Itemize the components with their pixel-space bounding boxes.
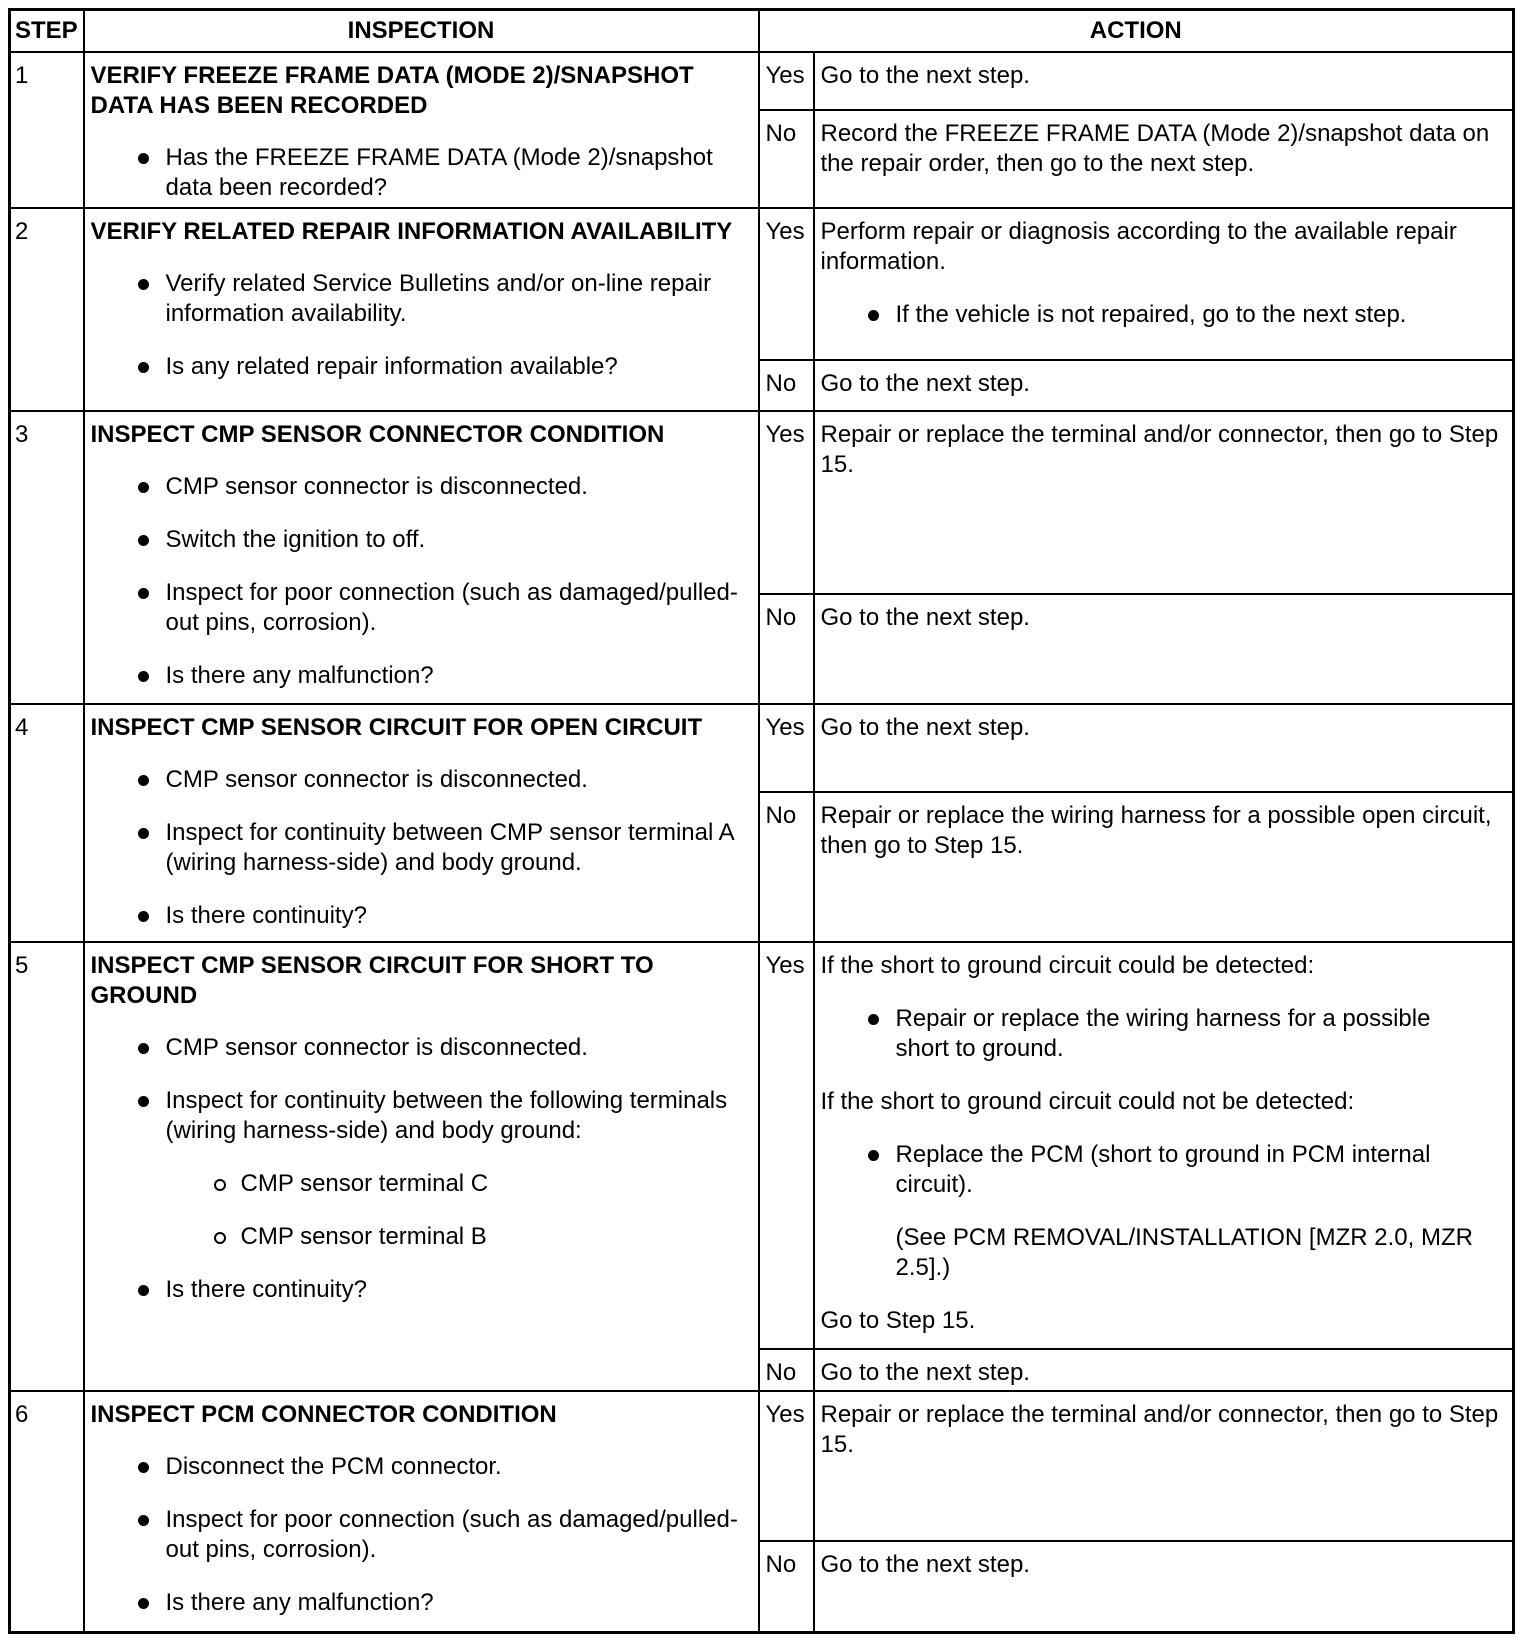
inspection-bullet: Is there any malfunction?	[91, 1588, 752, 1618]
action-text: Go to the next step.	[820, 1551, 1030, 1578]
step-number: 3	[10, 411, 84, 704]
no-label: No	[759, 1349, 814, 1391]
action-header: ACTION	[759, 10, 1514, 53]
yes-label: Yes	[759, 704, 814, 792]
inspection-bullet: Is there continuity?	[91, 1275, 752, 1305]
yes-label: Yes	[759, 208, 814, 360]
step-6-yes-row	[10, 1391, 1514, 1541]
yes-action	[814, 411, 1514, 594]
step-number: 6	[10, 1391, 84, 1633]
no-label: No	[759, 360, 814, 411]
no-action	[814, 360, 1514, 411]
inspection-header: INSPECTION	[84, 10, 759, 53]
diagnostic-table	[8, 8, 1515, 1634]
inspection-bullet: Inspect for continuity between CMP sensor terminal A (wiring harness-side) and body ground.	[91, 818, 752, 878]
inspection-sub-bullet: CMP sensor terminal B	[91, 1222, 752, 1252]
step-inspection	[84, 942, 759, 1391]
action-text: Record the FREEZE FRAME DATA (Mode 2)/snapshot data on the repair order, then go to the next step.	[820, 120, 1490, 178]
step-title: INSPECT CMP SENSOR CIRCUIT FOR OPEN CIRCUIT	[90, 714, 703, 741]
yes-action	[814, 208, 1514, 360]
yes-action	[814, 704, 1514, 792]
step-title: INSPECT PCM CONNECTOR CONDITION	[90, 1401, 557, 1428]
step-number: 2	[10, 208, 84, 411]
no-label: No	[759, 792, 814, 942]
no-label: No	[759, 1541, 814, 1633]
no-label: No	[759, 594, 814, 704]
step-3-yes-row	[10, 411, 1514, 594]
step-inspection	[84, 704, 759, 942]
action-text: Repair or replace the terminal and/or connector, then go to Step 15.	[820, 1401, 1499, 1458]
yes-action	[814, 52, 1514, 110]
step-1-yes-row	[10, 52, 1514, 110]
inspection-bullet: Switch the ignition to off.	[91, 525, 752, 555]
action-text: If the short to ground circuit could not be detected:	[820, 1088, 1355, 1115]
inspection-bullet: Is there any malfunction?	[91, 661, 752, 691]
step-number: 1	[10, 52, 84, 208]
step-inspection	[84, 52, 759, 208]
step-number: 5	[10, 942, 84, 1391]
action-bullet: If the vehicle is not repaired, go to the next step.	[821, 300, 1507, 330]
inspection-bullet: CMP sensor connector is disconnected.	[91, 1033, 752, 1063]
step-title: VERIFY FREEZE FRAME DATA (MODE 2)/SNAPSHOT DATA HAS BEEN RECORDED	[90, 62, 694, 119]
step-4-yes-row	[10, 704, 1514, 792]
reference-link[interactable]: (See PCM REMOVAL/INSTALLATION [MZR 2.0, MZR 2.5].)	[895, 1224, 1473, 1281]
yes-label: Yes	[759, 1391, 814, 1541]
step-title: VERIFY RELATED REPAIR INFORMATION AVAILABILITY	[90, 218, 733, 245]
no-action	[814, 1349, 1514, 1391]
inspection-bullet: Inspect for poor connection (such as damaged/pulled-out pins, corrosion).	[91, 1505, 752, 1565]
action-text: Go to the next step.	[820, 714, 1030, 741]
step-inspection	[84, 411, 759, 704]
inspection-bullet: Has the FREEZE FRAME DATA (Mode 2)/snapshot data been recorded?	[91, 143, 752, 203]
step-title: INSPECT CMP SENSOR CIRCUIT FOR SHORT TO GROUND	[90, 952, 654, 1009]
inspection-bullet: Disconnect the PCM connector.	[91, 1452, 752, 1482]
no-action	[814, 1541, 1514, 1633]
action-text: Go to the next step.	[820, 1359, 1030, 1386]
yes-action	[814, 942, 1514, 1349]
action-text: If the short to ground circuit could be detected:	[820, 952, 1315, 979]
inspection-bullet: Inspect for continuity between the following terminals (wiring harness-side) and body ground:	[91, 1086, 752, 1146]
yes-label: Yes	[759, 942, 814, 1349]
step-inspection	[84, 1391, 759, 1633]
action-text: Go to the next step.	[820, 62, 1030, 89]
inspection-bullet: CMP sensor connector is disconnected.	[91, 472, 752, 502]
no-label: No	[759, 110, 814, 208]
yes-action	[814, 1391, 1514, 1541]
no-action	[814, 792, 1514, 942]
inspection-bullet: Verify related Service Bulletins and/or on-line repair information availability.	[91, 269, 752, 329]
yes-label: Yes	[759, 52, 814, 110]
step-inspection	[84, 208, 759, 411]
yes-label: Yes	[759, 411, 814, 594]
inspection-bullet: Is any related repair information available?	[91, 352, 752, 382]
action-bullet: Repair or replace the wiring harness for a possible short to ground.	[821, 1004, 1507, 1064]
action-text: Go to the next step.	[820, 604, 1030, 631]
step-2-yes-row	[10, 208, 1514, 360]
action-text: Go to the next step.	[820, 370, 1030, 397]
step-title: INSPECT CMP SENSOR CONNECTOR CONDITION	[90, 421, 665, 448]
inspection-bullet: CMP sensor connector is disconnected.	[91, 765, 752, 795]
step-5-yes-row	[10, 942, 1514, 1349]
inspection-bullet: Is there continuity?	[91, 901, 752, 931]
step-number: 4	[10, 704, 84, 942]
action-text: Repair or replace the wiring harness for a possible open circuit, then go to Step 15.	[820, 802, 1492, 859]
action-text: Repair or replace the terminal and/or connector, then go to Step 15.	[820, 421, 1499, 478]
header-row	[10, 10, 1514, 53]
no-action	[814, 110, 1514, 208]
action-bullet: Replace the PCM (short to ground in PCM internal circuit).	[821, 1140, 1507, 1200]
step-header: STEP	[10, 10, 84, 53]
inspection-bullet: Inspect for poor connection (such as damaged/pulled-out pins, corrosion).	[91, 578, 752, 638]
action-text: Go to Step 15.	[820, 1307, 976, 1334]
no-action	[814, 594, 1514, 704]
inspection-sub-bullet: CMP sensor terminal C	[91, 1169, 752, 1199]
action-text: Perform repair or diagnosis according to the available repair information.	[820, 218, 1457, 275]
